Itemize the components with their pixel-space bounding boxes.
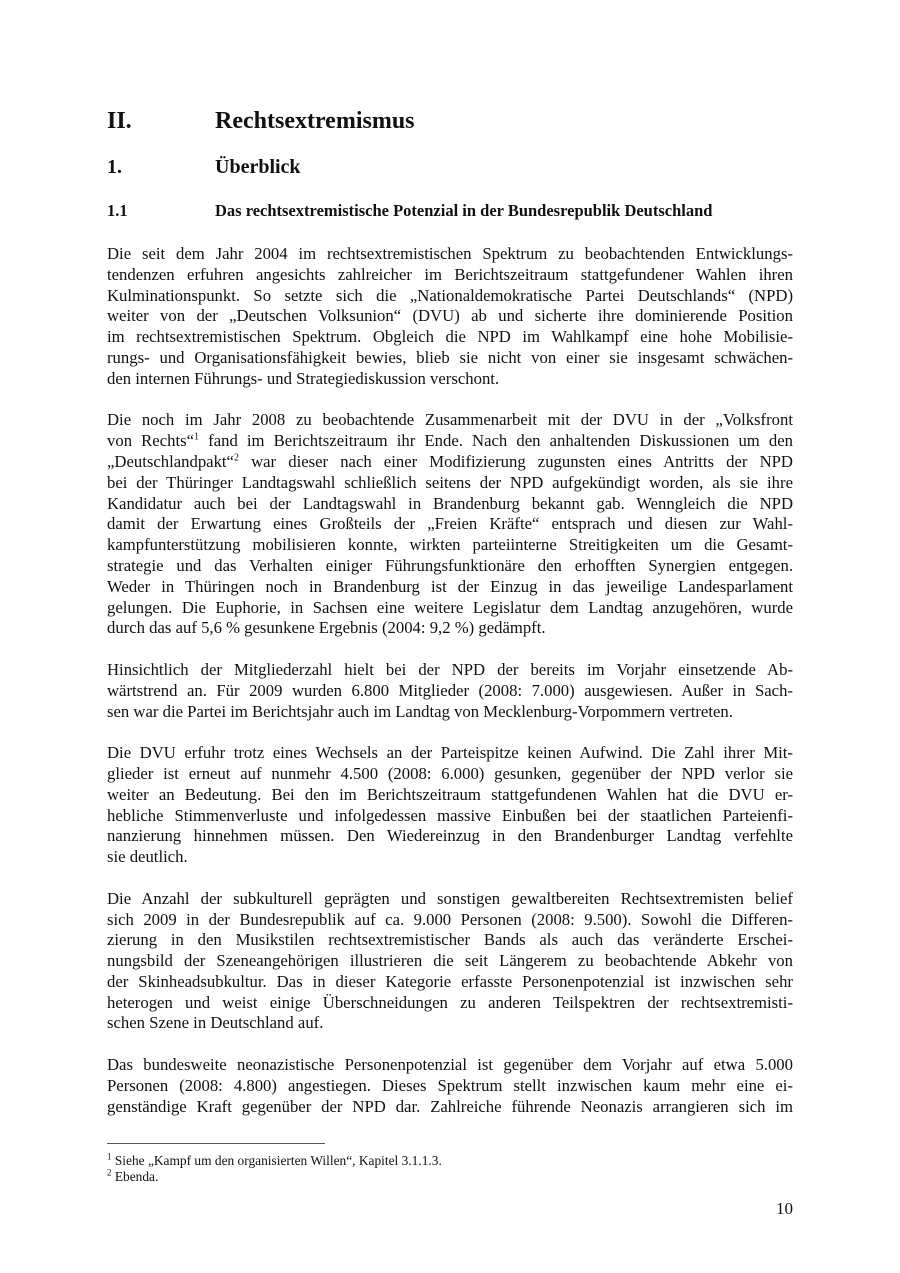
text-line: hebliche Stimmenverluste und infolgedessen massive Einbußen bei der staatlichen Parteienfi-	[107, 805, 793, 825]
footnote-mark: 1	[107, 1151, 112, 1162]
text-line: der Skinheadsubkultur. Das in dieser Kategorie erfasste Personenpotenzial ist inzwischen sehr	[107, 971, 793, 991]
text-line: bei der Thüringer Landtagswahl schließlich seitens der NPD aufgekündigt worden, als sie ihre	[107, 472, 793, 492]
text-line: tendenzen erfuhren angesichts zahlreicher im Berichtszeitraum stattgefundener Wahlen ihren	[107, 264, 793, 284]
page-number: 10	[776, 1199, 793, 1218]
text-line: im rechtsextremistischen Spektrum. Obgleich die NPD im Wahlkampf eine hohe Mobilisie-	[107, 327, 793, 347]
subsection-title: Das rechtsextremistische Potenzial in der Bundesrepublik Deutschland	[215, 201, 713, 220]
text-line: Die noch im Jahr 2008 zu beobachtende Zusammenarbeit mit der DVU in der „Volksfront	[107, 410, 793, 430]
paragraph-1	[107, 244, 793, 390]
text-line: wärtstrend an. Für 2009 wurden 6.800 Mitglieder (2008: 7.000) ausgewiesen. Außer in Sach-	[107, 680, 793, 700]
subsection-number: 1.1	[107, 201, 128, 220]
text-line: heterogen und weist einige Überschneidungen zu anderen Teilspektren der rechtsextremisti-	[107, 992, 793, 1012]
footnote-text: Ebenda.	[111, 1169, 159, 1184]
section-title: Überblick	[215, 156, 301, 178]
text-line: sich 2009 in der Bundesrepublik auf ca. 9.000 Personen (2008: 9.500). Sowohl die Differen-	[107, 909, 793, 929]
footnote-divider	[107, 1143, 325, 1144]
text-line: Hinsichtlich der Mitgliederzahl hielt bei der NPD der bereits im Vorjahr einsetzende Ab-	[107, 659, 793, 679]
text-line	[107, 452, 793, 473]
footnote-ref-1: 1	[194, 431, 199, 443]
paragraph-3	[107, 660, 793, 722]
text-line: Kandidatur auch bei der Landtagswahl in Brandenburg bekannt gab. Wenngleich die NPD	[107, 493, 793, 513]
text-line: strategie und das Verhalten einiger Führungsfunktionäre den erhofften Synergien entgegen.	[107, 555, 793, 575]
text-segment: war dieser nach einer Modifizierung zugunsten eines Antritts der NPD	[238, 451, 793, 471]
subsection-heading	[107, 201, 712, 221]
text-line: den internen Führungs- und Strategiediskussion verschont.	[107, 368, 500, 388]
text-line: zierung in den Musikstilen rechtsextremistischer Bands als auch das veränderte Erschei-	[107, 930, 793, 950]
text-line: Die DVU erfuhr trotz eines Wechsels an der Parteispitze keinen Aufwind. Die Zahl ihrer Mit-	[107, 743, 793, 763]
text-segment: von Rechts“	[107, 431, 194, 451]
text-line: Das bundesweite neonazistische Personenpotenzial ist gegenüber dem Vorjahr auf etwa 5.000	[107, 1055, 793, 1075]
text-line: sen war die Partei im Berichtsjahr auch im Landtag von Mecklenburg-Vorpommern vertreten.	[107, 701, 733, 721]
footnote-2	[107, 1169, 442, 1185]
text-line: damit der Erwartung eines Großteils der „Freien Kräfte“ entsprach und diesen zur Wahl-	[107, 514, 793, 534]
text-line: weiter an Bedeutung. Bei den im Berichtszeitraum stattgefundenen Wahlen hat die DVU er-	[107, 784, 793, 804]
chapter-number: II.	[107, 108, 132, 134]
text-segment: fand im Berichtszeitraum ihr Ende. Nach den anhaltenden Diskussionen um den	[199, 431, 793, 451]
footnote-mark: 2	[107, 1167, 112, 1178]
text-line: Die Anzahl der subkulturell geprägten und sonstigen gewaltbereiten Rechtsextremisten belief	[107, 888, 793, 908]
text-line: rungs- und Organisationsfähigkeit bewies, blieb sie nicht von einer sie insgesamt schwächen-	[107, 347, 793, 367]
text-line: gelungen. Die Euphorie, in Sachsen eine weitere Legislatur dem Landtag anzugehören, wurde	[107, 597, 793, 617]
paragraph-5	[107, 889, 793, 1035]
footnote-text: Siehe „Kampf um den organisierten Willen“, Kapitel 3.1.1.3.	[111, 1153, 442, 1168]
text-line: weiter von der „Deutschen Volksunion“ (DVU) ab und sicherte ihre dominierende Position	[107, 306, 793, 326]
text-line	[107, 431, 793, 452]
footnote-ref-2: 2	[233, 452, 239, 464]
text-segment: „Deutschlandpakt“	[107, 451, 234, 471]
footnote-1	[107, 1153, 442, 1169]
paragraph-4	[107, 743, 793, 868]
paragraph-6	[107, 1055, 793, 1117]
body-text	[107, 244, 793, 1138]
text-line: Personen (2008: 4.800) angestiegen. Dieses Spektrum stellt inzwischen kaum mehr eine ei-	[107, 1075, 793, 1095]
chapter-heading	[107, 108, 415, 135]
paragraph-2	[107, 410, 793, 639]
text-line: sie deutlich.	[107, 847, 188, 867]
text-line: Die seit dem Jahr 2004 im rechtsextremistischen Spektrum zu beobachtenden Entwicklungs-	[107, 244, 793, 263]
text-line: kampfunterstützung mobilisieren konnte, wirkten parteiinterne Streitigkeiten um die Gesamt-	[107, 535, 793, 555]
footnotes	[107, 1153, 442, 1185]
text-line: nungsbild der Szeneangehörigen illustrieren die seit Längerem zu beobachtende Abkehr von	[107, 951, 793, 971]
section-heading	[107, 156, 301, 179]
section-number: 1.	[107, 156, 122, 178]
text-line: Weder in Thüringen noch in Brandenburg ist der Einzug in das jeweilige Landesparlament	[107, 576, 793, 596]
text-line: glieder ist erneut auf nunmehr 4.500 (2008: 6.000) gesunken, gegenüber der NPD verlor sie	[107, 763, 793, 783]
text-line: schen Szene in Deutschland auf.	[107, 1013, 324, 1033]
text-line: nanzierung hinnehmen müssen. Den Wiedereinzug in den Brandenburger Landtag verfehlte	[107, 826, 793, 846]
text-line: durch das auf 5,6 % gesunkene Ergebnis (2004: 9,2 %) gedämpft.	[107, 618, 546, 638]
text-line: genständige Kraft gegenüber der NPD dar. Zahlreiche führende Neonazis arrangieren sich im	[107, 1096, 793, 1116]
chapter-title: Rechtsextremismus	[215, 108, 415, 134]
text-line: Kulminationspunkt. So setzte sich die „Nationaldemokratische Partei Deutschlands“ (NPD)	[107, 285, 793, 305]
